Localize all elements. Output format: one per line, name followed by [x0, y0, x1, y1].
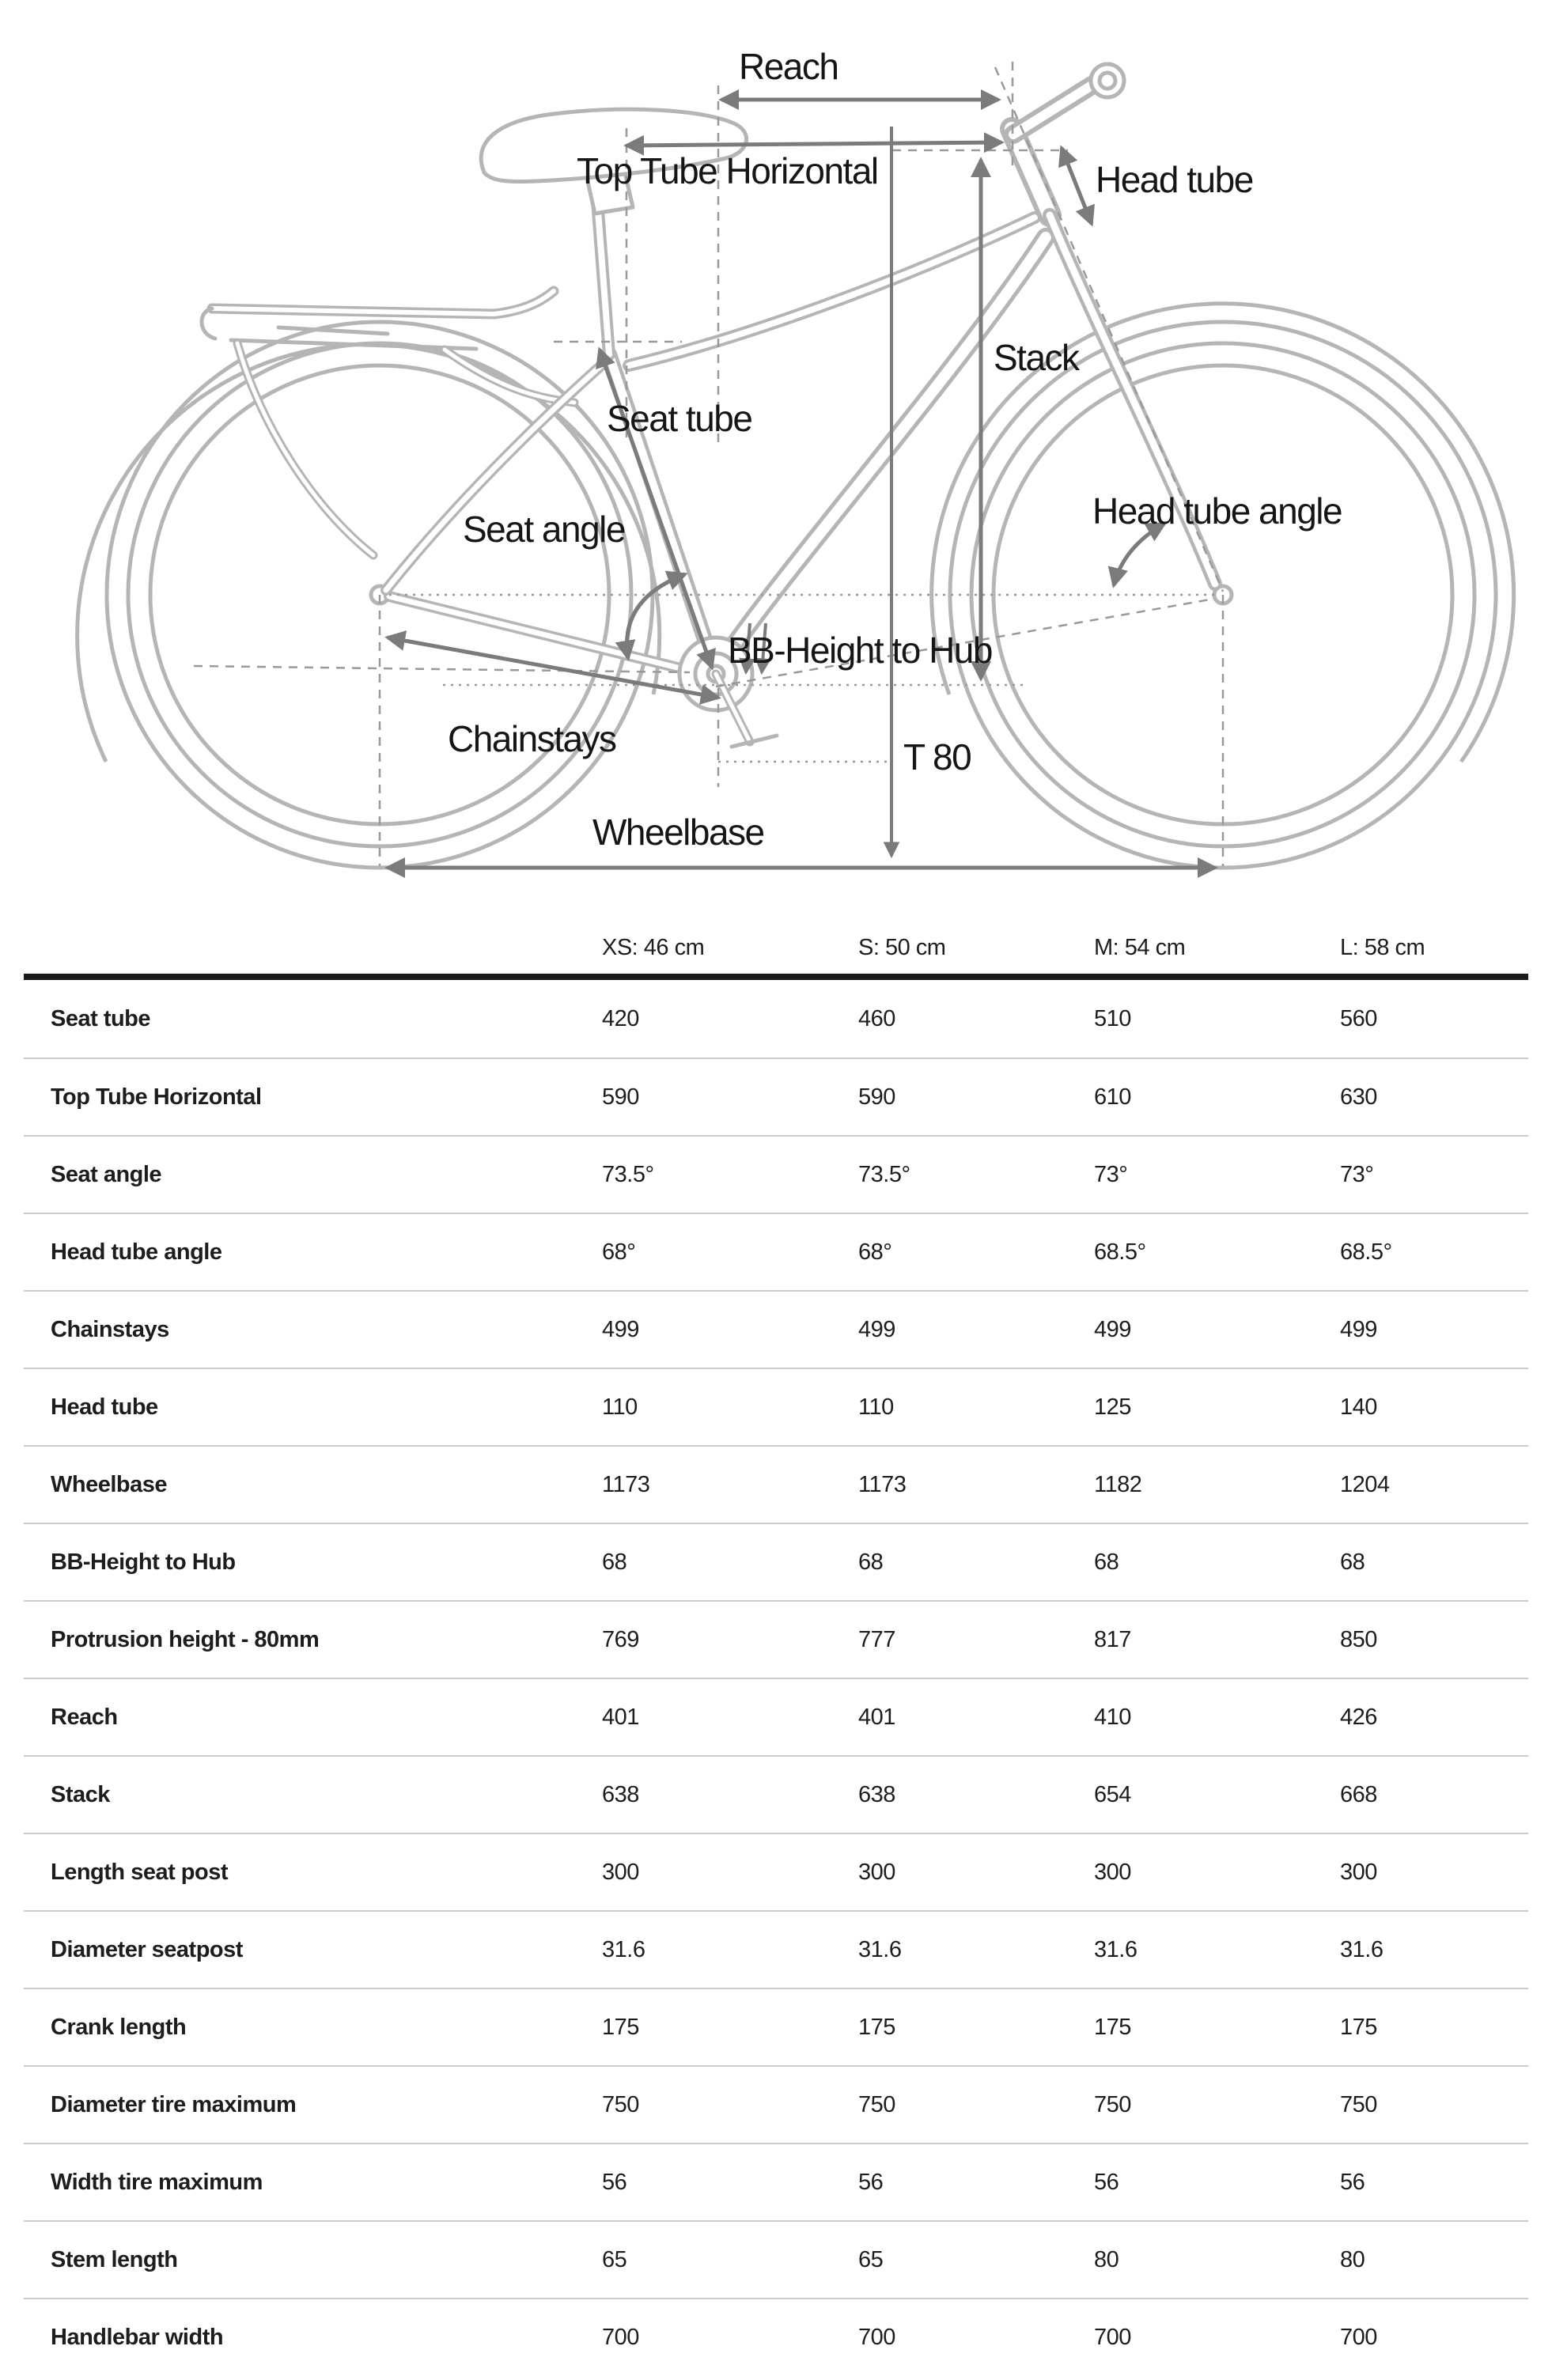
row-value: 68° [602, 1239, 636, 1265]
row-value: 700 [1340, 2324, 1377, 2350]
row-value: 80 [1340, 2246, 1365, 2272]
head-tube-angle-arc [1114, 524, 1164, 585]
row-value: 750 [602, 2091, 639, 2117]
row-value: 110 [858, 1394, 894, 1420]
row-value: 68 [858, 1549, 884, 1575]
row-value: 700 [858, 2324, 895, 2350]
row-value: 140 [1340, 1394, 1377, 1420]
row-value: 654 [1094, 1781, 1131, 1807]
row-label: Diameter seatpost [51, 1936, 243, 1962]
row-value: 499 [1340, 1316, 1377, 1342]
size-column-header: XS: 46 cm [602, 935, 705, 960]
handlebar-grip-icon [1091, 64, 1124, 97]
row-value: 65 [858, 2246, 884, 2272]
row-value: 110 [602, 1394, 638, 1420]
row-label: BB-Height to Hub [51, 1549, 236, 1575]
table-row [24, 1833, 1528, 1910]
row-value: 300 [602, 1859, 639, 1885]
row-label: Diameter tire maximum [51, 2091, 297, 2117]
head-tube-arrow [1062, 148, 1092, 224]
row-value: 73.5° [858, 1161, 910, 1187]
table-row [24, 1058, 1528, 1135]
row-value: 460 [858, 1005, 895, 1031]
row-value: 73° [1094, 1161, 1128, 1187]
geometry-table [24, 894, 1528, 2375]
table-row [24, 1755, 1528, 1833]
table-row [24, 1988, 1528, 2065]
row-value: 426 [1340, 1704, 1377, 1730]
row-value: 850 [1340, 1626, 1377, 1652]
table-row [24, 2298, 1528, 2375]
table-row [24, 1445, 1528, 1523]
row-value: 300 [1340, 1859, 1377, 1885]
row-label: Head tube angle [51, 1239, 222, 1265]
table-row [24, 1600, 1528, 1678]
row-value: 777 [858, 1626, 895, 1652]
row-value: 300 [858, 1859, 895, 1885]
row-label: Head tube [51, 1394, 158, 1420]
row-value: 175 [1094, 2014, 1131, 2040]
row-value: 175 [858, 2014, 895, 2040]
row-value: 510 [1094, 1005, 1131, 1031]
table-body [24, 980, 1528, 2375]
row-value: 590 [858, 1084, 895, 1110]
table-header-row [24, 894, 1528, 980]
diagram-label-bb-height-to-hub: BB-Height to Hub [728, 630, 992, 671]
row-value: 31.6 [1094, 1936, 1138, 1962]
diagram-label-wheelbase: Wheelbase [592, 812, 764, 853]
row-label: Chainstays [51, 1316, 169, 1342]
row-value: 499 [602, 1316, 639, 1342]
row-value: 73° [1340, 1161, 1374, 1187]
row-value: 56 [1340, 2169, 1365, 2195]
size-column-header: M: 54 cm [1094, 935, 1186, 960]
table-row [24, 1135, 1528, 1213]
row-value: 1173 [602, 1471, 650, 1497]
table-row [24, 1290, 1528, 1368]
diagram-label-reach: Reach [739, 46, 838, 87]
table-row [24, 980, 1528, 1058]
row-value: 80 [1094, 2246, 1119, 2272]
row-value: 56 [1094, 2169, 1119, 2195]
row-value: 420 [602, 1005, 639, 1031]
row-value: 700 [1094, 2324, 1131, 2350]
table-row [24, 2065, 1528, 2143]
row-label: Reach [51, 1704, 118, 1730]
row-value: 630 [1340, 1084, 1377, 1110]
row-value: 638 [858, 1781, 895, 1807]
row-value: 750 [858, 2091, 895, 2117]
bike-geometry-diagram [0, 0, 1552, 894]
row-label: Handlebar width [51, 2324, 224, 2350]
row-value: 68 [1340, 1549, 1365, 1575]
row-label: Stem length [51, 2246, 178, 2272]
row-label: Crank length [51, 2014, 187, 2040]
row-label: Seat tube [51, 1005, 151, 1031]
row-label: Length seat post [51, 1859, 229, 1885]
diagram-label-top-tube: Top Tube Horizontal [577, 150, 878, 191]
row-value: 499 [1094, 1316, 1131, 1342]
diagram-label-head-tube-angle: Head tube angle [1092, 490, 1342, 532]
diagram-label-seat-tube: Seat tube [607, 398, 752, 439]
row-value: 1173 [858, 1471, 907, 1497]
row-label: Top Tube Horizontal [51, 1084, 262, 1110]
diagram-label-t80: T 80 [903, 736, 971, 778]
row-value: 769 [602, 1626, 639, 1652]
row-value: 31.6 [1340, 1936, 1384, 1962]
table-row [24, 2220, 1528, 2298]
row-value: 68.5° [1340, 1239, 1392, 1265]
bike-diagram-svg [0, 0, 1552, 894]
table-row [24, 1213, 1528, 1290]
table-row [24, 1910, 1528, 1988]
row-value: 56 [602, 2169, 627, 2195]
diagram-label-seat-angle: Seat angle [463, 509, 625, 550]
row-value: 560 [1340, 1005, 1377, 1031]
row-label: Wheelbase [51, 1471, 167, 1497]
row-value: 68° [858, 1239, 892, 1265]
row-label: Stack [51, 1781, 110, 1807]
row-value: 590 [602, 1084, 639, 1110]
row-value: 73.5° [602, 1161, 654, 1187]
row-value: 610 [1094, 1084, 1131, 1110]
row-value: 401 [602, 1704, 639, 1730]
diagram-label-chainstays: Chainstays [448, 718, 616, 759]
row-label: Seat angle [51, 1161, 162, 1187]
table-row [24, 1368, 1528, 1445]
row-value: 1182 [1094, 1471, 1142, 1497]
size-column-header: S: 50 cm [858, 935, 946, 960]
row-value: 31.6 [602, 1936, 645, 1962]
row-label: Protrusion height - 80mm [51, 1626, 320, 1652]
row-value: 56 [858, 2169, 884, 2195]
row-value: 300 [1094, 1859, 1131, 1885]
row-value: 31.6 [858, 1936, 902, 1962]
row-label: Width tire maximum [51, 2169, 263, 2195]
row-value: 175 [602, 2014, 639, 2040]
row-value: 68.5° [1094, 1239, 1146, 1265]
row-value: 700 [602, 2324, 639, 2350]
row-value: 750 [1094, 2091, 1131, 2117]
row-value: 175 [1340, 2014, 1377, 2040]
row-value: 817 [1094, 1626, 1131, 1652]
table-row [24, 2143, 1528, 2220]
row-value: 65 [602, 2246, 627, 2272]
row-value: 410 [1094, 1704, 1131, 1730]
row-value: 499 [858, 1316, 895, 1342]
row-value: 1204 [1340, 1471, 1390, 1497]
table-row [24, 1523, 1528, 1600]
row-value: 638 [602, 1781, 639, 1807]
row-value: 668 [1340, 1781, 1377, 1807]
table-row [24, 1678, 1528, 1755]
row-value: 68 [602, 1549, 627, 1575]
row-value: 750 [1340, 2091, 1377, 2117]
diagram-label-stack: Stack [994, 337, 1079, 378]
row-value: 401 [858, 1704, 895, 1730]
diagram-label-head-tube: Head tube [1096, 159, 1253, 200]
row-value: 68 [1094, 1549, 1119, 1575]
size-column-header: L: 58 cm [1340, 935, 1425, 960]
row-value: 125 [1094, 1394, 1131, 1420]
